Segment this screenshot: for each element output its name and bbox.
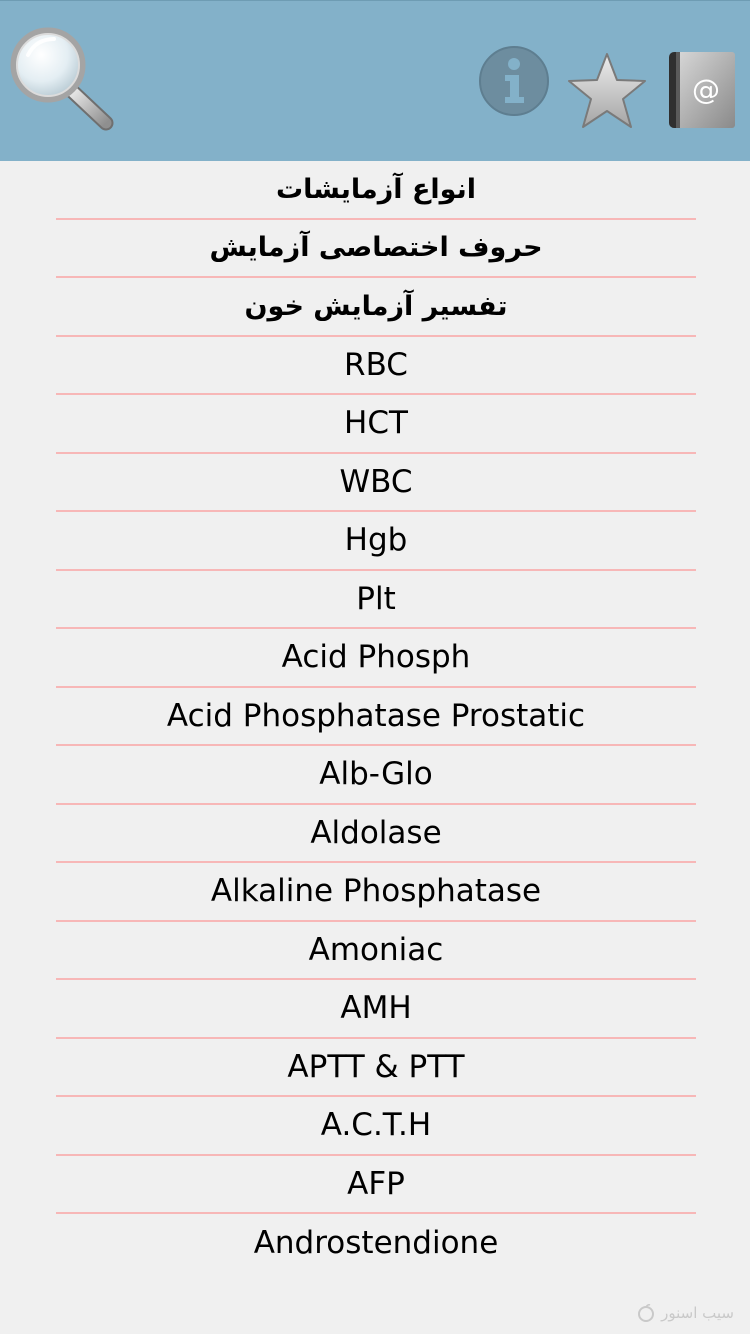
top-toolbar (0, 0, 750, 161)
list-item[interactable]: HCT (56, 395, 696, 454)
svg-text:@: @ (692, 73, 720, 106)
watermark (637, 1304, 734, 1322)
list-item[interactable]: RBC (56, 337, 696, 396)
apple-logo-icon (637, 1304, 655, 1322)
list-item[interactable]: Alb-Glo (56, 746, 696, 805)
list-item[interactable]: Hgb (56, 512, 696, 571)
list-item[interactable]: Aldolase (56, 805, 696, 864)
list-item[interactable]: AMH (56, 980, 696, 1039)
list-item[interactable]: Acid Phosphatase Prostatic (56, 688, 696, 747)
list-item[interactable]: A.C.T.H (56, 1097, 696, 1156)
list-item[interactable]: انواع آزمایشات (56, 161, 696, 220)
list-item[interactable]: Amoniac (56, 922, 696, 981)
list-item[interactable]: تفسیر آزمایش خون (56, 278, 696, 337)
list-item[interactable]: Acid Phosph (56, 629, 696, 688)
search-icon[interactable] (8, 25, 118, 135)
contact-book-icon[interactable] (666, 49, 738, 131)
star-icon[interactable] (566, 51, 648, 131)
list-item[interactable]: AFP (56, 1156, 696, 1215)
test-list (56, 161, 696, 1273)
list-item[interactable]: Androstendione (253, 1225, 499, 1262)
watermark-text: سیب اسنور (661, 1304, 734, 1322)
info-icon[interactable] (478, 45, 550, 117)
list-item[interactable]: Alkaline Phosphatase (56, 863, 696, 922)
list-item[interactable]: Plt (56, 571, 696, 630)
list-item[interactable]: WBC (56, 454, 696, 513)
list-item[interactable]: حروف اختصاصی آزمایش (56, 220, 696, 279)
list-item[interactable]: APTT & PTT (56, 1039, 696, 1098)
